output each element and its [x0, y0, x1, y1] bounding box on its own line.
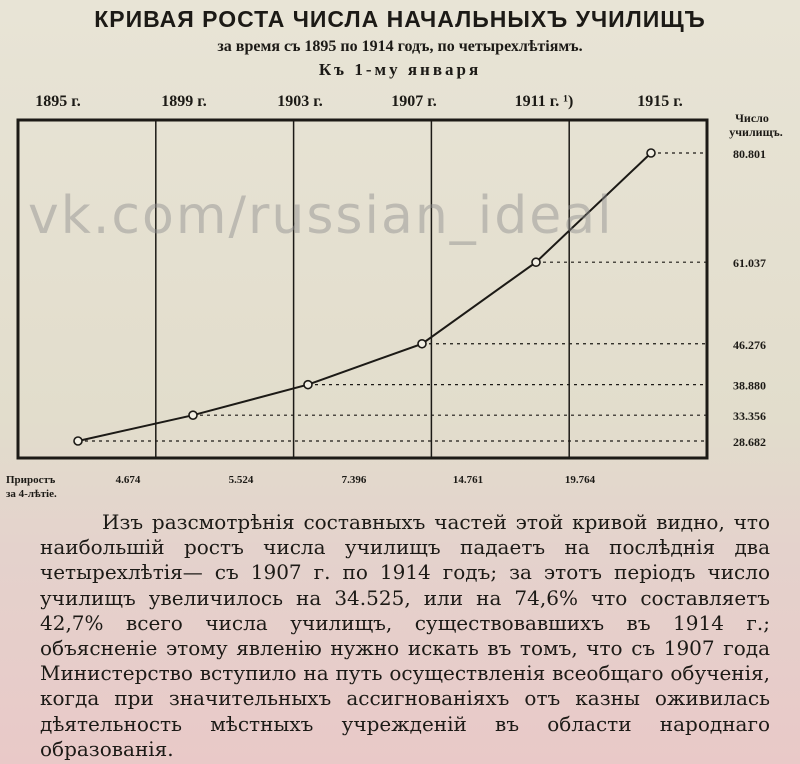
- y-axis-label-line2: училищъ.: [729, 125, 783, 139]
- chart-subtitle-date: Къ 1-му января: [318, 60, 482, 79]
- x-tick-label: 1907 г.: [391, 93, 437, 110]
- x-tick-label: 1895 г.: [35, 93, 81, 110]
- increment-value: 5.524: [228, 474, 254, 486]
- chart-title: КРИВАЯ РОСТА ЧИСЛА НАЧАЛЬНЫХЪ УЧИЛИЩЪ: [94, 6, 706, 32]
- body-paragraph: Изъ разсмотрѣнія составныхъ частей этой кривой видно, что наибольшій ростъ числа училищъ падаетъ на послѣднія два четырехлѣтія— съ 1907 г. по 1914 годъ; за этотъ періодъ число училищъ увеличилось на 34.525, или на 74,6% что составляетъ 42,7% всего числа училищъ, существовавшихъ въ 1914 г.; объясненіе этому явленію нужно искать въ томъ, что съ 1907 года Министерство вступило на путь осуществленія всеобщаго обученія, когда при значительныхъ ассигнованіяхъ отъ казны оживилась дѣятельность мѣстныхъ учрежденій въ области народнаго образованія.: [40, 510, 770, 761]
- data-point: [304, 381, 312, 389]
- data-point: [189, 411, 197, 419]
- value-label: 80.801: [733, 147, 766, 161]
- data-point: [74, 437, 82, 445]
- y-axis-label-line1: Число: [735, 111, 769, 125]
- x-tick-label: 1915 г.: [637, 93, 683, 110]
- value-label: 28.682: [733, 435, 766, 449]
- increment-label-line1: Приростъ: [6, 474, 56, 486]
- plot-frame: [18, 120, 707, 458]
- watermark-text: vk.com/russian_ideal: [28, 186, 614, 246]
- data-point: [647, 149, 655, 157]
- value-label: 61.037: [733, 256, 766, 271]
- increment-value: 14.761: [452, 474, 484, 486]
- value-label: 46.276: [733, 337, 766, 352]
- increment-value: 19.764: [564, 474, 596, 486]
- x-tick-label: 1903 г.: [277, 93, 323, 110]
- value-label: 38.880: [733, 378, 766, 393]
- increment-value: 4.674: [115, 474, 141, 486]
- x-tick-label: 1911 г. ¹): [514, 93, 574, 110]
- chart-subtitle: за время съ 1895 по 1914 годъ, по четырехлѣтіямъ.: [217, 38, 583, 55]
- increment-label-line2: за 4-лѣтіе.: [6, 488, 57, 500]
- x-tick-label: 1899 г.: [161, 93, 207, 110]
- increment-value: 7.396: [341, 474, 367, 486]
- value-label: 33.356: [733, 409, 766, 424]
- data-point: [532, 258, 540, 266]
- data-point: [418, 340, 426, 348]
